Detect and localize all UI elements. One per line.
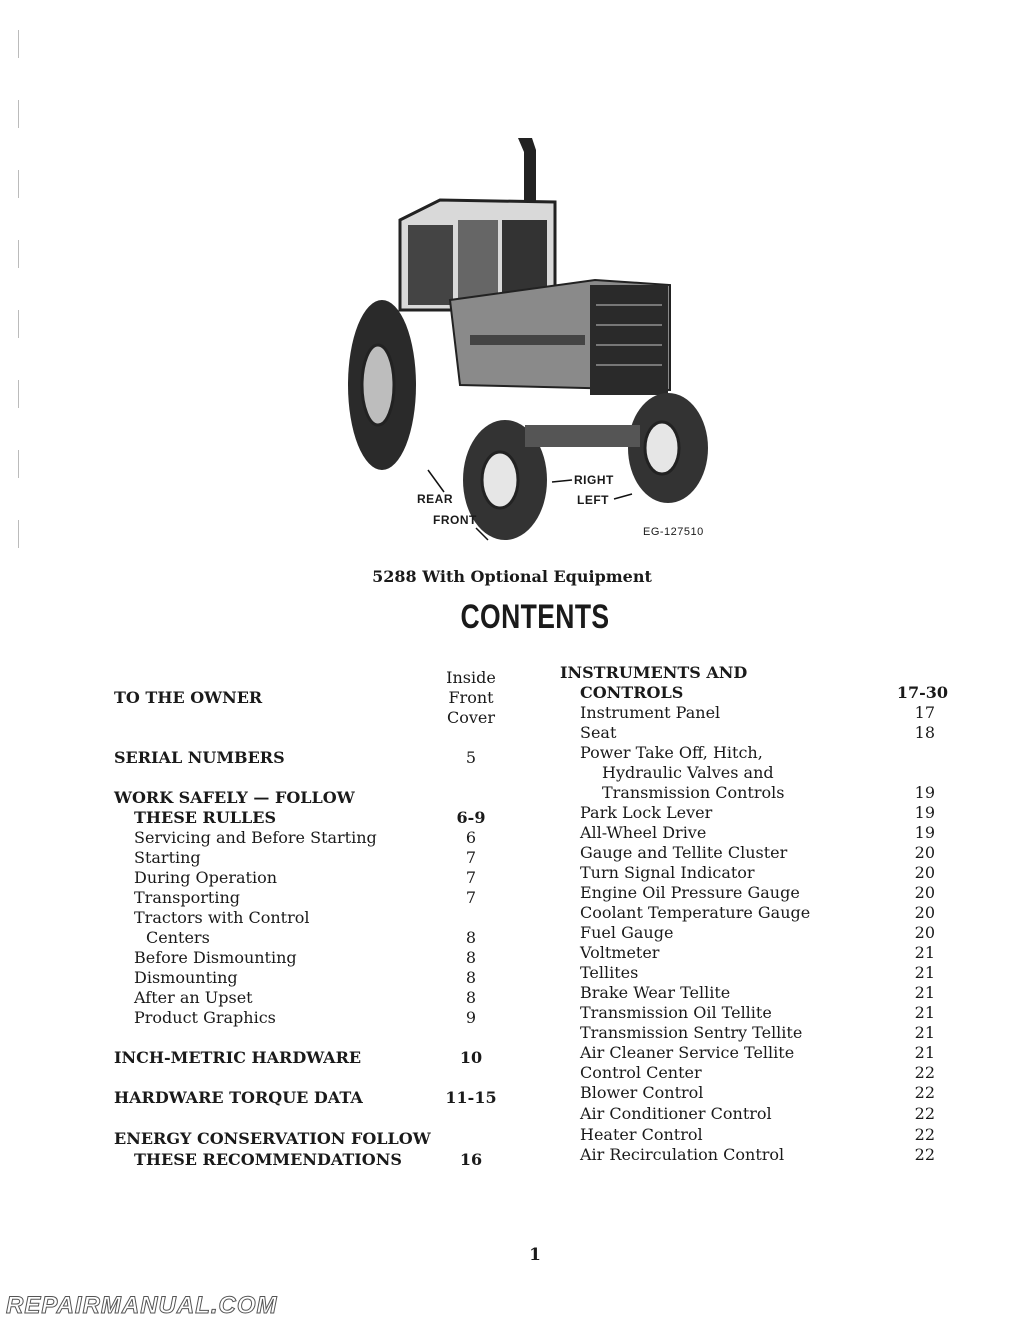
toc-subitem-page: 19 <box>914 783 935 802</box>
toc-subitem: During Operation <box>134 868 278 887</box>
toc-subitem-page: 8 <box>465 968 477 987</box>
toc-subitem: Air Cleaner Service Tellite <box>580 1043 795 1062</box>
toc-subitem: Air Recirculation Control <box>580 1145 785 1164</box>
toc-subitem: After an Upset <box>134 988 253 1007</box>
toc-entry-inch-metric: INCH-METRIC HARDWARE <box>114 1048 362 1067</box>
toc-subitem: Tellites <box>580 963 639 982</box>
toc-subitem-page: 20 <box>914 883 935 902</box>
toc-subitem: Transporting <box>134 888 240 907</box>
toc-subitem: Transmission Controls <box>602 783 785 802</box>
toc-subitem-page: 19 <box>914 823 935 842</box>
toc-subitem: Power Take Off, Hitch, <box>580 743 763 762</box>
toc-energy-page: 16 <box>459 1150 483 1169</box>
toc-subitem-page: 18 <box>914 723 935 742</box>
toc-subitem-page: 21 <box>914 1003 935 1022</box>
toc-subitem: Servicing and Before Starting <box>134 828 377 847</box>
toc-subitem-page: 22 <box>914 1083 935 1102</box>
toc-subitem: All-Wheel Drive <box>580 823 707 842</box>
toc-subitem: Fuel Gauge <box>580 923 674 942</box>
toc-owner-ref-1: Inside <box>446 668 496 687</box>
toc-entry-energy-1: ENERGY CONSERVATION FOLLOW <box>114 1129 431 1148</box>
toc-subitem-page: 7 <box>465 848 477 867</box>
toc-subitem-page: 21 <box>914 1043 935 1062</box>
toc-entry-energy-2: THESE RECOMMENDATIONS <box>134 1150 402 1169</box>
toc-subitem-page: 22 <box>914 1104 935 1123</box>
page-number: 1 <box>529 1245 541 1265</box>
toc-subitem-page: 20 <box>914 843 935 862</box>
toc-subitem: Coolant Temperature Gauge <box>580 903 811 922</box>
toc-subitem-page: 20 <box>914 903 935 922</box>
toc-subitem-page: 22 <box>914 1145 935 1164</box>
toc-subitem-page: 21 <box>914 1023 935 1042</box>
toc-entry-serial: SERIAL NUMBERS <box>114 748 285 767</box>
watermark-logo: REPAIRMANUAL.COM <box>6 1292 278 1319</box>
toc-subitem: Brake Wear Tellite <box>580 983 731 1002</box>
toc-subitem: Turn Signal Indicator <box>580 863 755 882</box>
toc-subitem: Starting <box>134 848 201 867</box>
toc-subitem-page: 8 <box>465 948 477 967</box>
toc-subitem: Heater Control <box>580 1125 703 1144</box>
toc-subitem-page: 20 <box>914 923 935 942</box>
figure-caption: 5288 With Optional Equipment <box>372 567 652 586</box>
toc-subitem: Gauge and Tellite Cluster <box>580 843 788 862</box>
toc-subitem-page: 21 <box>914 943 935 962</box>
toc-subitem-page: 8 <box>465 988 477 1007</box>
toc-subitem-page: 8 <box>465 928 477 947</box>
toc-subitem-page: 19 <box>914 803 935 822</box>
toc-subitem-page: 22 <box>914 1063 935 1082</box>
toc-subitem: Park Lock Lever <box>580 803 713 822</box>
toc-subitem: Transmission Oil Tellite <box>580 1003 772 1022</box>
toc-subitem: Control Center <box>580 1063 702 1082</box>
toc-entry-instruments-1: INSTRUMENTS AND <box>560 663 748 682</box>
toc-inch-metric-page: 10 <box>459 1048 483 1067</box>
toc-owner-ref-2: Front <box>448 688 494 707</box>
toc-subitem-page: 17 <box>914 703 935 722</box>
toc-subitem: Tractors with Control <box>134 908 310 927</box>
toc-subitem-page: 22 <box>914 1125 935 1144</box>
toc-entry-safety-2: THESE RULLES <box>134 808 277 827</box>
toc-subitem-page: 6 <box>465 828 477 847</box>
toc-subitem: Blower Control <box>580 1083 704 1102</box>
toc-torque-page: 11-15 <box>445 1088 497 1107</box>
toc-subitem-page: 9 <box>465 1008 477 1027</box>
toc-instruments-page: 17-30 <box>896 683 948 702</box>
toc-entry-instruments-2: CONTROLS <box>580 683 684 702</box>
toc-subitem-page: 20 <box>914 863 935 882</box>
toc-subitem-page: 7 <box>465 888 477 907</box>
tractor-drawing <box>340 130 740 550</box>
toc-subitem: Instrument Panel <box>580 703 721 722</box>
toc-safety-page: 6-9 <box>456 808 486 827</box>
tractor-illustration <box>340 130 740 550</box>
toc-subitem-page: 21 <box>914 963 935 982</box>
toc-subitem-page: 21 <box>914 983 935 1002</box>
figure-code: EG-127510 <box>643 526 704 538</box>
contents-title: CONTENTS <box>460 598 610 636</box>
toc-owner-ref-3: Cover <box>446 708 496 727</box>
toc-subitem: Voltmeter <box>580 943 660 962</box>
scan-margin-marks <box>18 30 20 590</box>
callout-left: LEFT <box>577 493 609 507</box>
toc-entry-owner: TO THE OWNER <box>114 688 263 707</box>
toc-serial-page: 5 <box>465 748 477 767</box>
toc-entry-safety-1: WORK SAFELY — FOLLOW <box>114 788 355 807</box>
toc-subitem: Seat <box>580 723 617 742</box>
toc-subitem: Hydraulic Valves and <box>602 763 774 782</box>
toc-subitem: Centers <box>146 928 210 947</box>
toc-subitem: Air Conditioner Control <box>580 1104 772 1123</box>
toc-subitem: Transmission Sentry Tellite <box>580 1023 803 1042</box>
toc-subitem-page: 7 <box>465 868 477 887</box>
toc-subitem: Dismounting <box>134 968 238 987</box>
toc-subitem: Product Graphics <box>134 1008 276 1027</box>
callout-rear: REAR <box>417 492 454 506</box>
toc-subitem: Engine Oil Pressure Gauge <box>580 883 800 902</box>
toc-entry-torque: HARDWARE TORQUE DATA <box>114 1088 363 1107</box>
callout-front: FRONT <box>433 513 477 527</box>
callout-right: RIGHT <box>574 473 614 487</box>
toc-subitem: Before Dismounting <box>134 948 297 967</box>
